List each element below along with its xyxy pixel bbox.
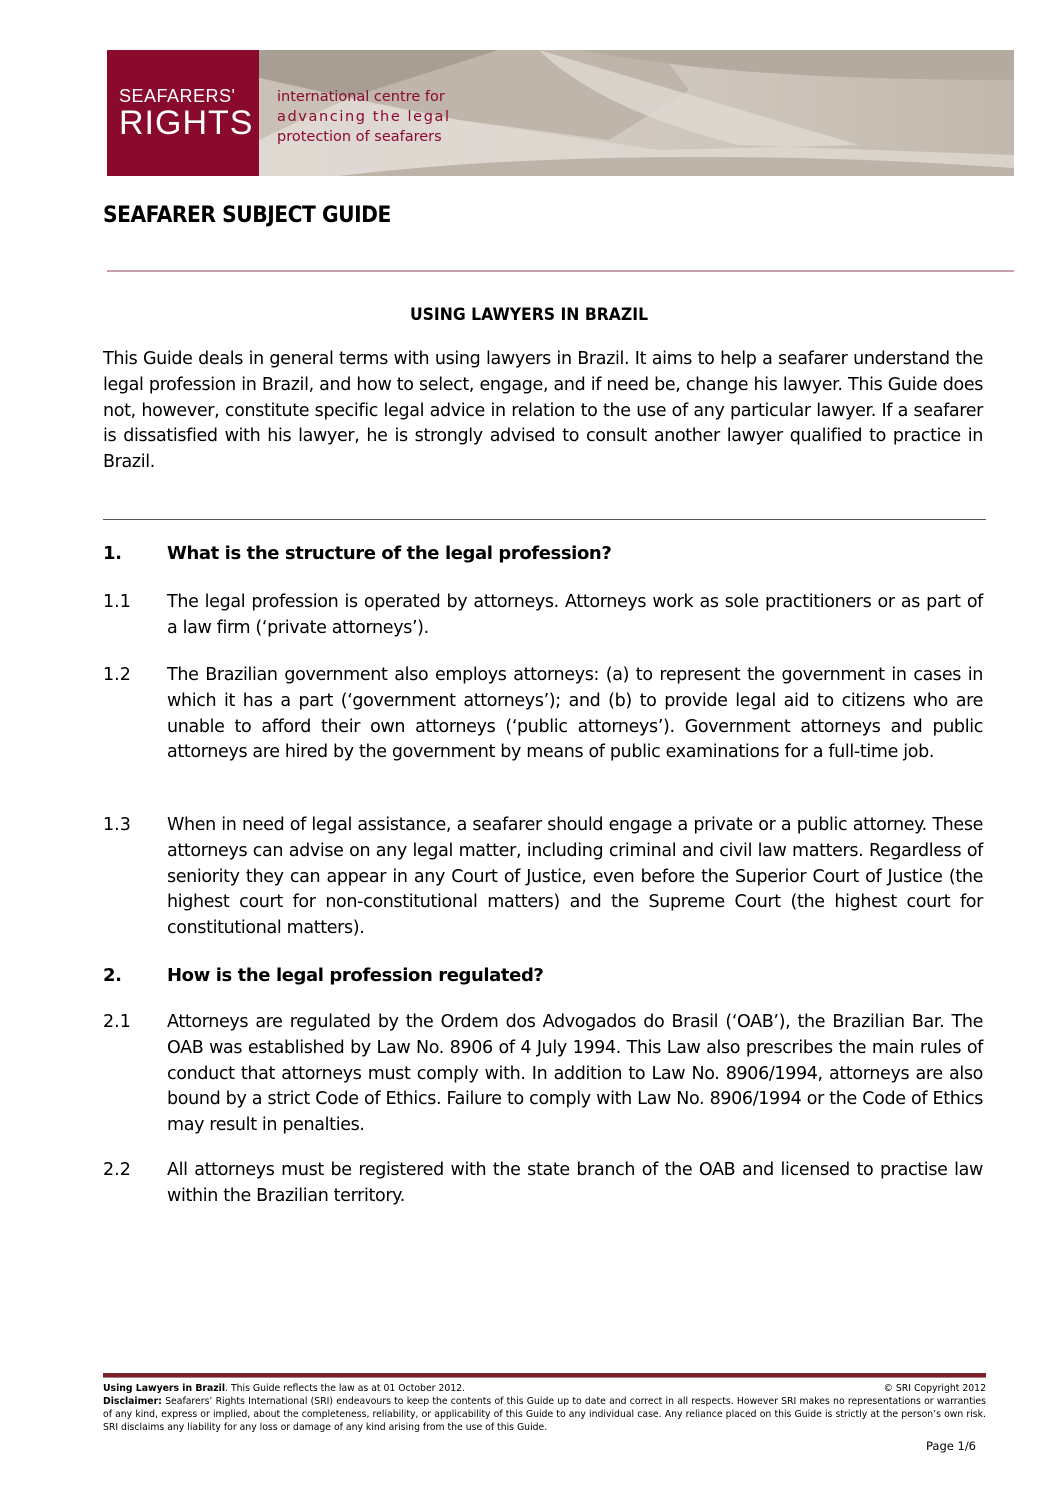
tagline-line: international centre for	[277, 89, 445, 105]
paragraph-1-2	[103, 663, 983, 766]
paragraph-text: All attorneys must be registered with the state branch of the OAB and licensed to practise law within the Brazilian territory.	[167, 1160, 983, 1206]
paragraph-2-1	[103, 1010, 983, 1139]
paragraph-1-1	[103, 590, 983, 642]
footer	[103, 1382, 986, 1434]
paragraph-2-2	[103, 1158, 983, 1210]
section-title: How is the legal profession regulated?	[167, 965, 544, 986]
logo-line-1: SEAFARERS'	[119, 86, 236, 106]
footer-copyright: © SRI Copyright 2012	[883, 1383, 986, 1394]
disclaimer-label: Disclaimer:	[103, 1396, 162, 1407]
paragraph-text: The Brazilian government also employs attorneys: (a) to represent the government in cases in which it has a part (‘government attorneys’); and (b) to provide legal aid to citizens who are unable to afford their own attorneys (‘public attorneys’). Government attorneys and public attorneys are hired by the government by means of public examinations for a full-time job.	[167, 665, 983, 763]
paragraph-number: 1.1	[103, 592, 131, 612]
seafarers-rights-logo	[107, 50, 259, 176]
page-number: Page 1/6	[926, 1439, 977, 1453]
paragraph-number: 1.2	[103, 665, 131, 685]
section-heading-2	[103, 965, 543, 986]
tagline-line: advancing the legal	[277, 109, 451, 125]
section-number: 2.	[103, 965, 122, 986]
header-banner	[107, 50, 1014, 176]
document-title: USING LAWYERS IN BRAZIL	[409, 305, 649, 325]
footer-disclaimer	[103, 1395, 986, 1434]
banner-decorative-art	[259, 50, 1014, 176]
paragraph-text: When in need of legal assistance, a seafarer should engage a private or a public attorney. These attorneys can advise on any legal matter, including criminal and civil law matters. Regardless of seniority they can appear in any Court of Justice, even before the Superior Court of Justice (the highest court for non-constitutional matters) and the Supreme Court (the highest court for constitutional matters).	[167, 815, 983, 939]
footer-divider	[103, 1373, 986, 1378]
title-divider	[107, 270, 1014, 272]
footer-doc-info	[103, 1382, 465, 1395]
guide-title: SEAFARER SUBJECT GUIDE	[103, 203, 391, 228]
footer-law-date: . This Guide reflects the law as at 01 October 2012.	[225, 1383, 466, 1394]
paragraph-number: 2.2	[103, 1160, 131, 1180]
paragraph-number: 1.3	[103, 815, 131, 835]
paragraph-text: Attorneys are regulated by the Ordem dos Advogados do Brasil (‘OAB’), the Brazilian Bar. The OAB was established by Law No. 8906 of 4 July 1994. This Law also prescribes the main rules of conduct that attorneys must comply with. In addition to Law No. 8906/1994, attorneys are also bound by a strict Code of Ethics. Failure to comply with Law No. 8906/1994 or the Code of Ethics may result in penalties.	[167, 1012, 983, 1136]
paragraph-1-3	[103, 813, 983, 942]
section-heading-1	[103, 543, 611, 564]
section-number: 1.	[103, 543, 122, 564]
paragraph-text: The legal profession is operated by attorneys. Attorneys work as sole practitioners or as part of a law firm (‘private attorneys’).	[167, 592, 983, 638]
intro-paragraph: This Guide deals in general terms with using lawyers in Brazil. It aims to help a seafarer understand the legal profession in Brazil, and how to select, engage, and if need be, change his lawyer. This Guide does not, however, constitute specific legal advice in relation to the use of any particular lawyer. If a seafarer is dissatisfied with his lawyer, he is strongly advised to consult another lawyer qualified to practice in Brazil.	[103, 349, 983, 473]
footer-doc-name: Using Lawyers in Brazil	[103, 1383, 226, 1394]
intro-divider	[103, 519, 986, 520]
paragraph-number: 2.1	[103, 1012, 131, 1032]
disclaimer-text: Seafarers’ Rights International (SRI) endeavours to keep the contents of this Guide up to date and correct in all respects. However SRI makes no representations or warranties of any kind, express or implied, about the completeness, reliability, or applicability of this Guide to any individual case. Any reliance placed on this Guide is strictly at the person’s own risk. SRI disclaims any liability for any loss or damage of any kind arising from the use of this Guide.	[103, 1396, 986, 1433]
section-title: What is the structure of the legal profession?	[167, 543, 612, 564]
tagline	[277, 87, 451, 147]
tagline-line: protection of seafarers	[277, 129, 442, 145]
logo-line-2: RIGHTS	[119, 104, 254, 142]
